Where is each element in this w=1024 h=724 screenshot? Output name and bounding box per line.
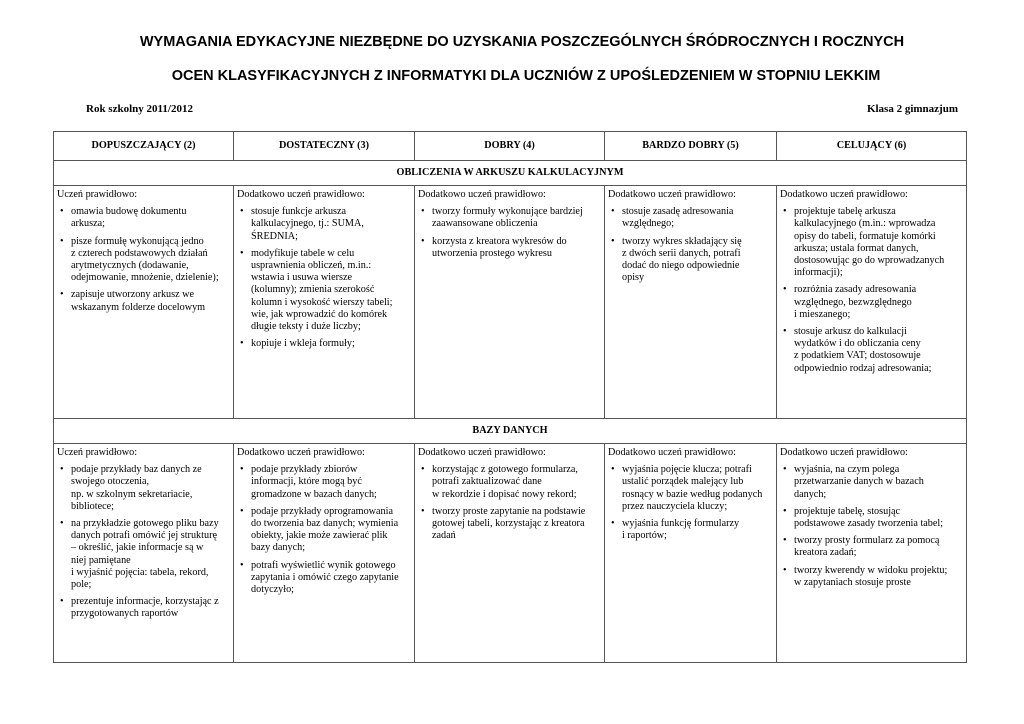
requirement-text: wyjaśnia, na czym polega przetwarzanie danych w bazach danych; [794,464,924,500]
column-header: CELUJĄCY (6) [777,132,967,161]
requirement-text: tworzy wykres składający się z dwóch serii danych, potrafi dodać do niego odpowiednie opisy [622,235,742,284]
requirement-item [418,464,601,501]
bullet-icon: • [783,535,787,547]
requirement-item [237,338,411,350]
requirement-item [57,518,230,591]
requirement-text: korzystając z gotowego formularza, potrafi zaktualizować dane w rekordzie i dopisać nowy rekord; [432,464,578,500]
requirement-item [780,506,963,530]
column-header: DOBRY (4) [415,132,605,161]
column-header: BARDZO DOBRY (5) [605,132,777,161]
section-title: BAZY DANYCH [54,419,967,444]
requirements-cell [54,186,234,419]
requirement-item [780,206,963,279]
requirement-item [418,506,601,543]
cell-intro: Dodatkowo uczeń prawidłowo: [418,447,546,458]
requirement-item [57,236,230,285]
requirements-row [54,186,967,419]
requirement-text: zapisuje utworzony arkusz we wskazanym folderze docelowym [71,289,206,313]
bullet-icon: • [783,464,787,476]
bullet-icon: • [421,235,425,247]
requirement-text: tworzy formuły wykonujące bardziej zaawansowane obliczenia [432,206,583,230]
bullet-icon: • [611,235,615,247]
bullet-icon: • [60,518,64,530]
requirement-list [780,464,963,589]
bullet-icon: • [240,206,244,218]
bullet-icon: • [240,559,244,571]
bullet-icon: • [60,289,64,301]
requirement-list [780,206,963,375]
school-year: Rok szkolny 2011/2012 [86,103,193,115]
bullet-icon: • [783,505,787,517]
requirement-item [418,206,601,230]
requirement-text: rozróżnia zasady adresowania względnego, bezwzględnego i mieszanego; [794,284,917,320]
requirement-item [608,518,773,542]
requirement-item [57,596,230,620]
requirement-item [780,326,963,375]
requirement-text: stosuje zasadę adresowania względnego; [622,206,734,230]
cell-intro: Dodatkowo uczeń prawidłowo: [237,189,365,200]
requirement-item [608,464,773,513]
requirement-text: na przykładzie gotowego pliku bazy danych potrafi omówić jej strukturę – określić, jakie informacje są w niej pamiętane i wyjaśnić pojęcia: tabela, rekord, pole; [71,518,219,591]
requirement-item [237,464,411,501]
bullet-icon: • [783,206,787,218]
section-title: OBLICZENIA W ARKUSZU KALKULACYJNYM [54,161,967,186]
bullet-icon: • [60,464,64,476]
requirement-list [608,206,773,284]
bullet-icon: • [421,464,425,476]
bullet-icon: • [611,518,615,530]
section-row [54,161,967,186]
requirement-list [418,464,601,542]
requirement-list [57,206,230,314]
requirement-text: projektuje tabelę, stosując podstawowe zasady tworzenia tabel; [794,505,944,530]
requirement-text: prezentuje informacje, korzystając z przygotowanych raportów [71,596,219,620]
class-label: Klasa 2 gimnazjum [866,103,958,115]
requirement-item [780,284,963,321]
bullet-icon: • [421,206,425,218]
requirement-text: stosuje funkcje arkusza kalkulacyjnego, tj.: SUMA, ŚREDNIA; [251,206,364,242]
bullet-icon: • [783,326,787,338]
bullet-icon: • [783,564,787,576]
bullet-icon: • [611,206,615,218]
cell-intro: Dodatkowo uczeń prawidłowo: [608,447,736,458]
requirement-item [57,464,230,513]
requirements-cell [777,444,967,663]
requirements-table [53,131,967,663]
requirements-cell [234,186,415,419]
requirement-item [780,565,963,589]
bullet-icon: • [421,505,425,517]
requirement-item [237,248,411,333]
grade-header-row [54,132,967,161]
requirements-row [54,444,967,663]
requirement-text: tworzy prosty formularz za pomocą kreatora zadań; [794,535,940,559]
requirements-cell [415,444,605,663]
requirement-list [237,206,411,350]
cell-intro: Uczeń prawidłowo: [57,189,138,200]
requirement-item [237,560,411,597]
requirement-item [237,506,411,555]
requirement-text: podaje przykłady zbiorów informacji, które mogą być gromadzone w bazach danych; [251,464,377,500]
requirement-text: korzysta z kreatora wykresów do utworzenia prostego wykresu [432,235,567,259]
bullet-icon: • [240,464,244,476]
requirements-cell [605,186,777,419]
column-header: DOPUSZCZAJĄCY (2) [54,132,234,161]
requirement-text: tworzy kwerendy w widoku projektu; w zapytaniach stosuje proste [794,564,948,588]
requirement-text: potrafi wyświetlić wynik gotowego zapytania i omówić czego zapytanie dotyczyło; [251,559,399,596]
requirement-text: kopiuje i wkleja formuły; [251,338,355,350]
requirement-item [237,206,411,243]
requirement-item [780,464,963,501]
requirement-item [780,535,963,559]
requirement-text: wyjaśnia pojęcie klucza; potrafi ustalić porządek malejący lub rosnący w bazie według podanych przez nauczyciela kluczy; [622,464,763,512]
cell-intro: Dodatkowo uczeń prawidłowo: [780,447,908,458]
requirement-text: wyjaśnia funkcję formularzy i raportów; [622,518,740,542]
requirements-cell [605,444,777,663]
requirement-list [418,206,601,260]
column-header: DOSTATECZNY (3) [234,132,415,161]
requirement-text: podaje przykłady baz danych ze swojego otoczenia, np. w szkolnym sekretariacie, bibliotece; [71,464,202,512]
bullet-icon: • [60,235,64,247]
bullet-icon: • [240,247,244,259]
requirement-item [608,206,773,230]
cell-intro: Dodatkowo uczeń prawidłowo: [608,189,736,200]
section-row [54,419,967,444]
requirement-text: podaje przykłady oprogramowania do tworzenia baz danych; wymienia obiekty, jakie może zawierać plik bazy danych; [251,505,399,554]
requirements-cell [234,444,415,663]
requirement-item [608,236,773,285]
cell-intro: Dodatkowo uczeń prawidłowo: [418,189,546,200]
cell-intro: Dodatkowo uczeń prawidłowo: [780,189,908,200]
requirement-text: projektuje tabelę arkusza kalkulacyjnego (m.in.: wprowadza opisy do tabeli, formatuje komórki arkusza; ustala format danych, dostosowując go do wprowadzanych informacji); [794,206,945,279]
requirements-cell [54,444,234,663]
requirement-text: pisze formułę wykonującą jedno z czterech podstawowych działań arytmetycznych (dodawanie, odejmowanie, mnożenie, dzielenie); [71,235,219,284]
cell-intro: Dodatkowo uczeń prawidłowo: [237,447,365,458]
requirement-list [237,464,411,596]
requirement-text: modyfikuje tabele w celu usprawnienia obliczeń, m.in.: wstawia i usuwa wiersze (kolumny); zmienia szerokość kolumn i wysokość wierszy tabeli; wie, jak wprowadzić do komórek długie teksty i duże liczby; [251,247,393,333]
bullet-icon: • [611,464,615,476]
requirement-item [57,206,230,230]
document-title-line2: OCEN KLASYFIKACYJNYCH Z INFORMATYKI DLA UCZNIÓW Z UPOŚLEDZENIEM W STOPNIU LEKKIM [171,68,881,84]
requirement-text: omawia budowę dokumentu arkusza; [71,206,187,230]
bullet-icon: • [783,284,787,296]
cell-intro: Uczeń prawidłowo: [57,447,138,458]
bullet-icon: • [60,596,64,608]
requirement-item [418,236,601,260]
requirement-list [608,464,773,542]
bullet-icon: • [240,338,244,350]
requirements-cell [777,186,967,419]
requirements-cell [415,186,605,419]
requirement-item [57,289,230,313]
requirement-text: stosuje arkusz do kalkulacji wydatków i do obliczania ceny z podatkiem VAT; dostosowuje odpowiednio rodzaj adresowania; [794,326,932,374]
bullet-icon: • [240,505,244,517]
bullet-icon: • [60,206,64,218]
document-title-line1: WYMAGANIA EDYKACYJNE NIEZBĘDNE DO UZYSKANIA POSZCZEGÓLNYCH ŚRÓDROCZNYCH I ROCZNYCH [139,34,905,50]
requirement-list [57,464,230,620]
requirement-text: tworzy proste zapytanie na podstawie gotowej tabeli, korzystając z kreatora zadań [432,505,586,542]
